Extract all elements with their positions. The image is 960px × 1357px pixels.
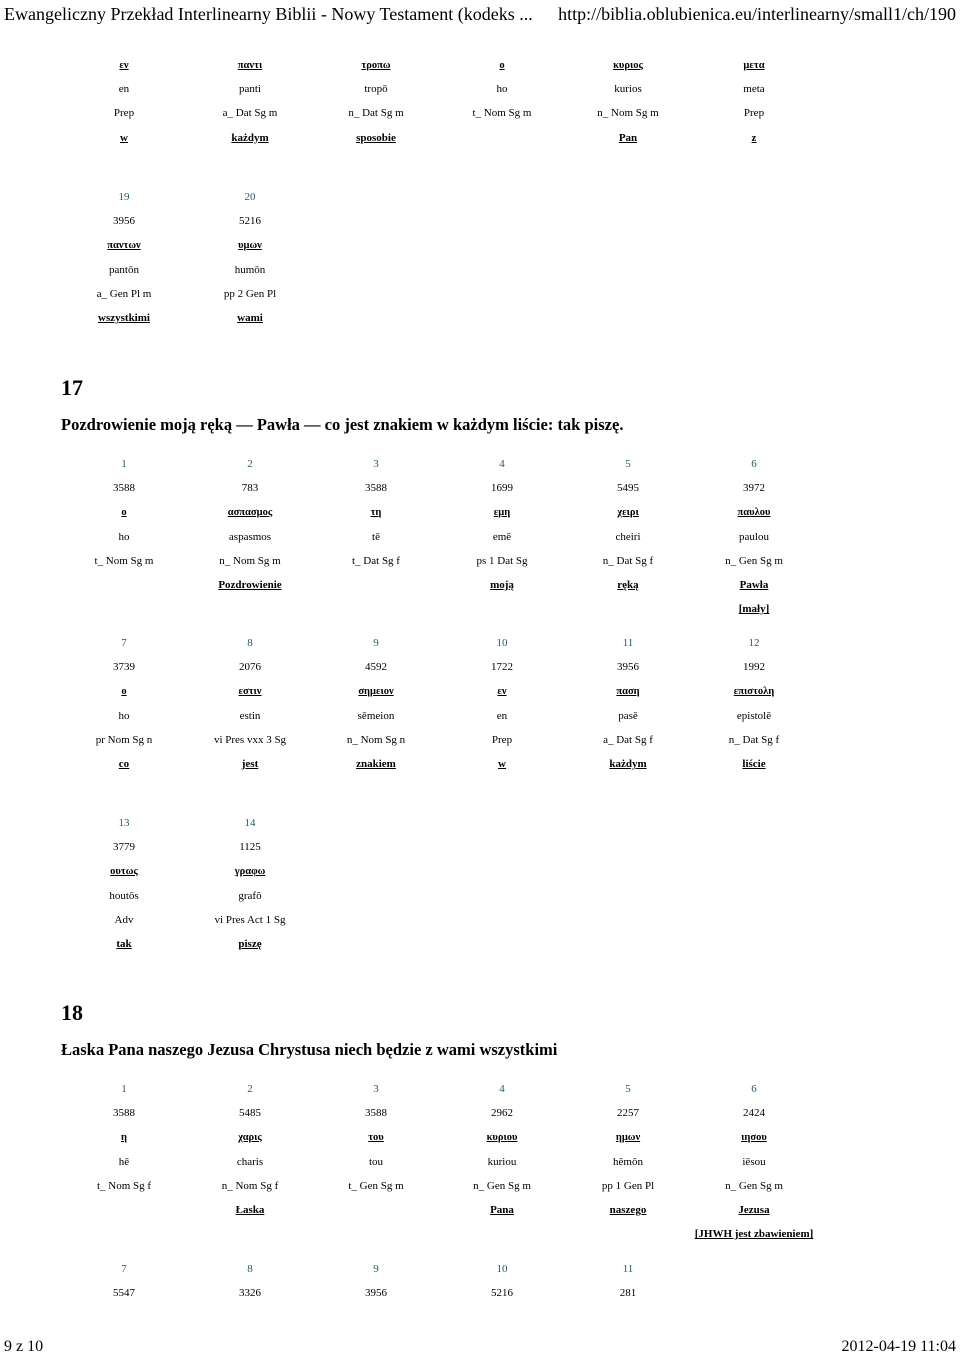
word-number: 11 (622, 637, 634, 650)
greek-word[interactable]: παση (616, 685, 640, 697)
strong-number: 5485 (239, 1107, 261, 1120)
row-grammar-code (61, 101, 817, 125)
polish-word[interactable]: jest (241, 758, 259, 771)
browser-print-footer (0, 1338, 960, 1357)
row-transliteration (61, 77, 817, 101)
word-number: 8 (247, 1263, 253, 1276)
row-word-number (61, 811, 817, 835)
word-number: 1 (121, 1083, 127, 1096)
polish-word[interactable]: liście (742, 758, 766, 771)
grammar-code: n_ Nom Sg n (346, 733, 406, 746)
greek-word[interactable]: κυριου (486, 1131, 518, 1143)
polish-word[interactable]: ręką (617, 579, 639, 592)
word-number: 10 (496, 637, 508, 650)
verse-text-18: Łaska Pana naszego Jezusa Chrystusa niech będzie z wami wszystkimi (61, 1040, 558, 1059)
strong-number: 2257 (617, 1107, 639, 1120)
greek-word[interactable]: εν (119, 59, 129, 71)
greek-word[interactable]: εν (497, 685, 507, 697)
row-strong-number (61, 835, 817, 859)
greek-word[interactable]: τη (370, 506, 382, 518)
polish-word[interactable]: każdym (609, 758, 647, 771)
polish-word[interactable]: Pawła (739, 579, 769, 592)
polish-word[interactable]: sposobie (356, 131, 396, 144)
row-word-number (61, 1077, 817, 1101)
page-title: Ewangeliczny Przekład Interlinearny Biblii - Nowy Testament (kodeks ... (4, 4, 533, 24)
word-number: 3 (373, 1083, 379, 1096)
row-word-number (61, 452, 817, 476)
transliteration: kuriou (487, 1155, 517, 1168)
strong-number: 3588 (365, 482, 387, 495)
strong-number: 3972 (743, 482, 765, 495)
transliteration: paulou (739, 530, 769, 543)
transliteration: ho (118, 530, 130, 543)
transliteration: meta (743, 83, 765, 96)
grammar-code: n_ Gen Sg m (725, 1179, 783, 1192)
grammar-code: a_ Dat Sg f (603, 733, 653, 746)
strong-number: 1699 (491, 482, 513, 495)
row-transliteration (61, 704, 817, 728)
word-number: 9 (373, 637, 379, 650)
row-polish-word (61, 306, 817, 330)
transliteration: aspasmos (228, 530, 272, 543)
greek-word[interactable]: υμων (238, 239, 262, 251)
greek-word[interactable]: παυλου (737, 506, 771, 518)
grammar-code: t_ Nom Sg m (94, 554, 154, 567)
greek-word[interactable]: ουτως (110, 865, 138, 877)
greek-word[interactable]: μετα (743, 59, 765, 71)
greek-word[interactable]: τροπω (361, 59, 391, 71)
strong-number: 3779 (113, 841, 135, 854)
row-polish-word (61, 1198, 817, 1222)
word-number: 11 (622, 1263, 634, 1276)
word-group-continuation-row1 (61, 53, 817, 150)
row-translator-note (61, 597, 817, 621)
polish-word[interactable]: Jezusa (738, 1204, 770, 1217)
row-polish-word (61, 752, 817, 776)
strong-number: 3739 (113, 661, 135, 674)
strong-number: 3588 (113, 1107, 135, 1120)
word-number: 13 (118, 817, 130, 830)
polish-word[interactable]: Łaska (235, 1204, 265, 1217)
strong-number: 5216 (491, 1287, 513, 1300)
row-greek-word (61, 679, 817, 703)
word-number: 5 (625, 1083, 631, 1096)
transliteration: tē (372, 530, 380, 543)
greek-word[interactable]: ημων (615, 1131, 641, 1143)
word-number: 2 (247, 1083, 253, 1096)
transliteration: pasē (618, 709, 638, 722)
print-datetime: 2012-04-19 11:04 (841, 1338, 956, 1355)
transliteration: panti (239, 83, 261, 96)
row-grammar-code (61, 282, 817, 306)
grammar-code: Prep (113, 107, 135, 120)
word-group-v17-row3 (61, 811, 817, 956)
page-counter: 9 z 10 (4, 1338, 44, 1355)
greek-word[interactable]: ο (121, 506, 127, 518)
transliteration: sēmeion (357, 709, 395, 722)
row-strong-number (61, 209, 817, 233)
transliteration: tou (368, 1155, 384, 1168)
transliteration: cheiri (615, 530, 641, 543)
transliteration: estin (239, 709, 261, 722)
transliteration: epistolē (736, 709, 772, 722)
transliteration: ho (118, 709, 130, 722)
word-number: 5 (625, 458, 631, 471)
strong-number: 1125 (239, 841, 261, 854)
transliteration: pantōn (109, 263, 139, 276)
word-number: 20 (244, 191, 256, 204)
polish-word[interactable]: wszystkimi (98, 312, 150, 325)
row-greek-word (61, 233, 817, 257)
word-group-v18-row1 (61, 1077, 817, 1246)
grammar-code: Adv (114, 913, 134, 926)
row-greek-word (61, 859, 817, 883)
grammar-code: n_ Dat Sg f (602, 554, 654, 567)
transliteration: tropō (364, 83, 388, 96)
greek-word[interactable]: χειρι (617, 506, 639, 518)
row-transliteration (61, 258, 817, 282)
greek-word[interactable]: ασπασμος (227, 506, 273, 518)
word-number: 14 (244, 817, 256, 830)
word-group-v18-row2 (61, 1257, 817, 1305)
greek-word[interactable]: επιστολη (733, 685, 775, 697)
translator-note[interactable]: [mały] (738, 603, 770, 616)
word-number: 6 (751, 458, 757, 471)
row-greek-word (61, 53, 817, 77)
polish-word[interactable]: z (751, 131, 757, 144)
grammar-code: n_ Dat Sg f (728, 733, 780, 746)
strong-number: 3956 (365, 1287, 387, 1300)
polish-word[interactable]: w (498, 758, 506, 771)
greek-word[interactable]: παντι (237, 59, 263, 71)
row-polish-word (61, 932, 817, 956)
browser-print-header (0, 0, 960, 30)
word-number: 7 (121, 1263, 127, 1276)
polish-word[interactable]: Pana (490, 1204, 514, 1217)
transliteration: emē (492, 530, 512, 543)
word-number: 19 (118, 191, 130, 204)
polish-word[interactable]: co (118, 758, 130, 771)
greek-word[interactable]: εστιν (238, 685, 262, 697)
row-grammar-code (61, 1174, 817, 1198)
polish-word[interactable]: tak (116, 938, 132, 951)
word-number: 9 (373, 1263, 379, 1276)
grammar-code: pr Nom Sg n (95, 733, 153, 746)
row-strong-number (61, 1281, 817, 1305)
transliteration: ho (496, 83, 508, 96)
greek-word[interactable]: σημειον (358, 685, 394, 697)
transliteration: hēmōn (613, 1155, 643, 1168)
polish-word[interactable]: piszę (238, 938, 262, 951)
transliteration: houtōs (109, 889, 139, 902)
grammar-code: Prep (491, 733, 513, 746)
polish-word[interactable]: naszego (609, 1204, 647, 1217)
strong-number: 5216 (239, 215, 261, 228)
greek-word[interactable]: η (121, 1131, 127, 1143)
word-number: 4 (499, 1083, 505, 1096)
greek-word[interactable]: γραφω (234, 865, 266, 877)
row-grammar-code (61, 908, 817, 932)
transliteration: kurios (614, 83, 642, 96)
polish-word[interactable]: moją (490, 579, 514, 592)
strong-number: 281 (619, 1287, 637, 1300)
transliteration: hē (118, 1155, 130, 1168)
transliteration: charis (236, 1155, 264, 1168)
strong-number: 1722 (491, 661, 513, 674)
grammar-code: ps 1 Dat Sg (476, 554, 528, 567)
strong-number: 3956 (113, 215, 135, 228)
transliteration: en (496, 709, 508, 722)
word-number: 10 (496, 1263, 508, 1276)
row-polish-word (61, 126, 817, 150)
row-transliteration (61, 884, 817, 908)
row-grammar-code (61, 728, 817, 752)
greek-word[interactable]: εμη (493, 506, 511, 518)
strong-number: 2424 (743, 1107, 765, 1120)
strong-number: 1992 (743, 661, 765, 674)
grammar-code: n_ Gen Sg m (473, 1179, 531, 1192)
strong-number: 2076 (239, 661, 261, 674)
verse-number-18: 18 (61, 1000, 83, 1025)
grammar-code: a_ Gen Pl m (96, 287, 152, 300)
grammar-code: pp 1 Gen Pl (601, 1179, 655, 1192)
polish-word[interactable]: każdym (231, 131, 269, 144)
strong-number: 3326 (239, 1287, 261, 1300)
greek-word[interactable]: ιησου (741, 1131, 767, 1143)
word-number: 12 (748, 637, 760, 650)
strong-number: 3956 (617, 661, 639, 674)
row-word-number (61, 631, 817, 655)
greek-word[interactable]: ο (499, 59, 505, 71)
grammar-code: n_ Nom Sg f (221, 1179, 279, 1192)
strong-number: 783 (241, 482, 259, 495)
row-strong-number (61, 655, 817, 679)
grammar-code: vi Pres Act 1 Sg (214, 913, 286, 926)
word-number: 4 (499, 458, 505, 471)
strong-number: 2962 (491, 1107, 513, 1120)
greek-word[interactable]: παντων (107, 239, 141, 251)
strong-number: 5495 (617, 482, 639, 495)
row-transliteration (61, 525, 817, 549)
row-word-number (61, 1257, 817, 1281)
row-greek-word (61, 1125, 817, 1149)
verse-number-17: 17 (61, 375, 83, 400)
word-number: 7 (121, 637, 127, 650)
strong-number: 3588 (365, 1107, 387, 1120)
word-number: 1 (121, 458, 127, 471)
word-group-v17-row2 (61, 631, 817, 776)
grammar-code: n_ Dat Sg m (348, 107, 404, 120)
grammar-code: n_ Nom Sg m (597, 107, 659, 120)
grammar-code: t_ Gen Sg m (348, 1179, 404, 1192)
strong-number: 3588 (113, 482, 135, 495)
word-number: 3 (373, 458, 379, 471)
translator-note[interactable]: [JHWH jest zbawieniem] (694, 1228, 814, 1241)
greek-word[interactable]: του (368, 1131, 384, 1143)
grammar-code: Prep (743, 107, 765, 120)
word-group-continuation-row2 (61, 185, 817, 330)
greek-word[interactable]: ο (121, 685, 127, 697)
row-greek-word (61, 500, 817, 524)
grammar-code: t_ Nom Sg m (472, 107, 532, 120)
transliteration: iēsou (742, 1155, 766, 1168)
transliteration: grafō (238, 889, 262, 902)
greek-word[interactable]: κυριος (613, 59, 643, 71)
row-strong-number (61, 1101, 817, 1125)
transliteration: en (118, 83, 130, 96)
greek-word[interactable]: χαρις (238, 1131, 262, 1143)
row-polish-word (61, 573, 817, 597)
polish-word[interactable]: Pan (618, 131, 638, 144)
grammar-code: t_ Nom Sg f (96, 1179, 152, 1192)
grammar-code: pp 2 Gen Pl (223, 287, 277, 300)
strong-number: 4592 (365, 661, 387, 674)
verse-text-17: Pozdrowienie moją ręką — Pawła — co jest znakiem w każdym liście: tak piszę. (61, 415, 624, 434)
word-group-v17-row1 (61, 452, 817, 621)
row-transliteration (61, 1150, 817, 1174)
page-url[interactable]: http://biblia.oblubienica.eu/interlinearny/small1/ch/190 (558, 4, 956, 24)
row-strong-number (61, 476, 817, 500)
polish-word[interactable]: wami (237, 312, 263, 325)
polish-word[interactable]: znakiem (356, 758, 396, 771)
strong-number: 5547 (113, 1287, 135, 1300)
word-number: 8 (247, 637, 253, 650)
grammar-code: vi Pres vxx 3 Sg (213, 733, 287, 746)
grammar-code: n_ Nom Sg m (219, 554, 281, 567)
grammar-code: a_ Dat Sg m (222, 107, 278, 120)
row-word-number (61, 185, 817, 209)
polish-word[interactable]: Pozdrowienie (218, 579, 282, 592)
grammar-code: t_ Dat Sg f (352, 554, 400, 567)
word-number: 2 (247, 458, 253, 471)
grammar-code: n_ Gen Sg m (725, 554, 783, 567)
transliteration: humōn (234, 263, 266, 276)
row-grammar-code (61, 549, 817, 573)
polish-word[interactable]: w (120, 131, 128, 144)
row-translator-note (61, 1222, 817, 1246)
word-number: 6 (751, 1083, 757, 1096)
